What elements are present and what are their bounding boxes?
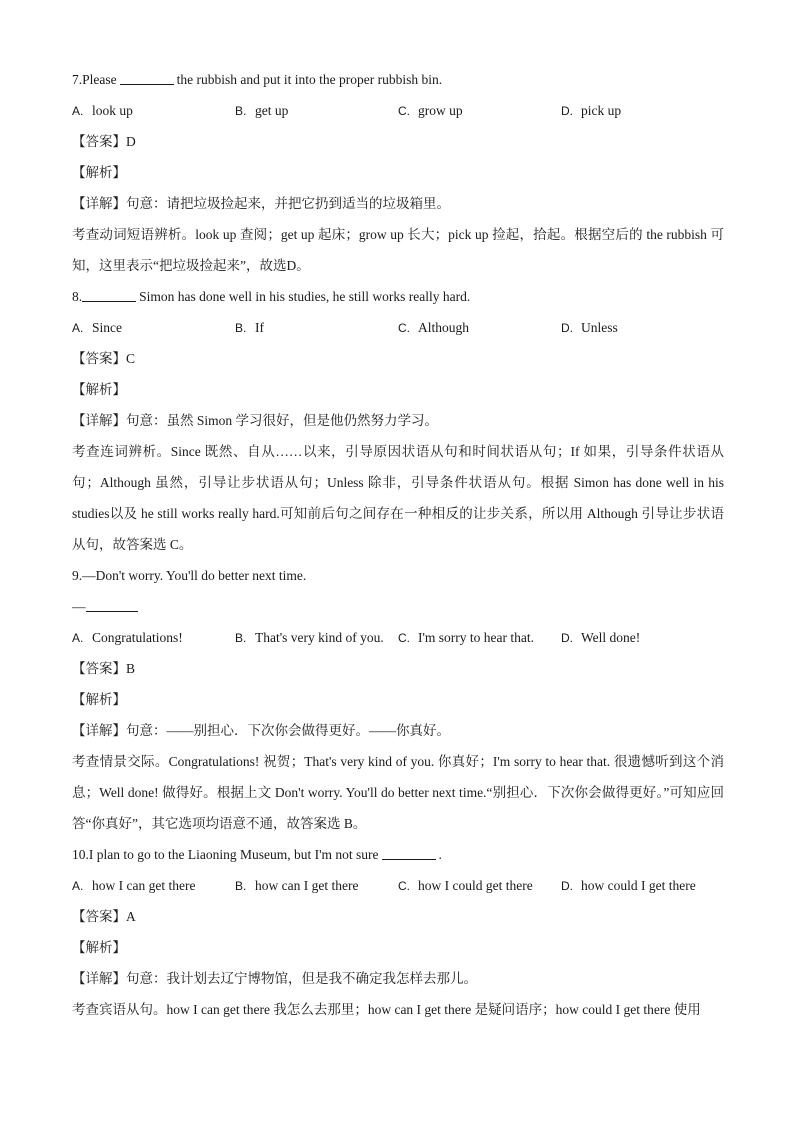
- explanation: 考查宾语从句。how I can get there 我怎么去那里；how can I get there 是疑问语序；how could I get there 使用: [72, 1002, 701, 1017]
- analysis-label: 【解析】: [72, 382, 126, 397]
- option-d: D. Well done!: [561, 630, 641, 645]
- answer-value: B: [126, 661, 136, 676]
- option-c: C. how I could get there: [398, 878, 533, 893]
- stem-text: 9.—Don't worry. You'll do better next time.: [72, 568, 307, 583]
- answer-value: A: [126, 909, 136, 924]
- question-stem: [72, 281, 724, 312]
- option-c: C. I'm sorry to hear that.: [398, 630, 535, 645]
- detail-line: [72, 405, 724, 436]
- option-b: B. get up: [235, 103, 289, 118]
- options-row: [72, 312, 724, 343]
- explanation: 考查动词短语辨析。look up 查阅；get up 起床；grow up 长大；pick up 捡起，拾起。根据空后的 the rubbish 可知，这里表示“把垃圾捡起来”，故选D。: [72, 227, 724, 273]
- answer-line: [72, 343, 724, 374]
- detail-label: 【详解】: [72, 971, 126, 986]
- detail-line: [72, 188, 724, 219]
- question-stem: [72, 839, 724, 870]
- option-c: C. Although: [398, 320, 470, 335]
- options-row: [72, 870, 724, 901]
- analysis-label: 【解析】: [72, 165, 126, 180]
- option-a: A. look up: [72, 103, 133, 118]
- option-c: C. grow up: [398, 103, 463, 118]
- answer-line: [72, 901, 724, 932]
- question-stem: [72, 560, 724, 591]
- answer-blank: [86, 598, 138, 612]
- question-10: [72, 839, 724, 1025]
- stem-text: the rubbish and put it into the proper rubbish bin.: [176, 72, 443, 87]
- option-a: A. how I can get there: [72, 878, 196, 893]
- options-row: [72, 95, 724, 126]
- detail-text: 句意：请把垃圾捡起来，并把它扔到适当的垃圾箱里。: [126, 196, 450, 211]
- reply-line: [72, 591, 724, 622]
- option-d: D. pick up: [561, 103, 622, 118]
- answer-label: 【答案】: [72, 909, 126, 924]
- options-row: [72, 622, 724, 653]
- stem-text: .: [438, 847, 442, 862]
- option-d: D. how could I get there: [561, 878, 696, 893]
- answer-blank: [382, 846, 436, 860]
- option-d: D. Unless: [561, 320, 618, 335]
- option-b: B. how can I get there: [235, 878, 359, 893]
- option-b: B. That's very kind of you.: [235, 630, 384, 645]
- detail-text: 句意：我计划去辽宁博物馆，但是我不确定我怎样去那儿。: [126, 971, 477, 986]
- stem-text: 8.: [72, 289, 83, 304]
- reply-dash: —: [72, 599, 86, 614]
- explanation: 考查连词辨析。Since 既然、自从……以来，引导原因状语从句和时间状语从句；If 如果，引导条件状语从句；Although 虽然，引导让步状语从句；Unless 除非，引导条件状语从句。根据 Simon has done well in his studies以及 he still works really hard.可知前后句之间存在一种相反的让步关系，所以用 Although 引导让步状语从句，故答案选 C。: [72, 444, 724, 552]
- option-b: B. If: [235, 320, 264, 335]
- analysis-label: 【解析】: [72, 940, 126, 955]
- answer-label: 【答案】: [72, 661, 126, 676]
- question-8: [72, 281, 724, 560]
- analysis-label: 【解析】: [72, 692, 126, 707]
- answer-line: [72, 653, 724, 684]
- answer-blank: [82, 288, 136, 302]
- answer-value: C: [126, 351, 136, 366]
- option-a: A. Since: [72, 320, 122, 335]
- explanation: 考查情景交际。Congratulations! 祝贺；That's very kind of you. 你真好；I'm sorry to hear that. 很遗憾听到这个消息；Well done! 做得好。根据上文 Don't worry. You'll do better next time.“别担心．下次你会做得更好。”可知应回答“你真好”，其它选项均语意不通，故答案选 B。: [72, 754, 724, 831]
- answer-line: [72, 126, 724, 157]
- question-9: [72, 560, 724, 839]
- stem-text: Simon has done well in his studies, he still works really hard.: [139, 289, 471, 304]
- detail-label: 【详解】: [72, 723, 126, 738]
- question-stem: [72, 64, 724, 95]
- detail-line: [72, 963, 724, 994]
- answer-label: 【答案】: [72, 134, 126, 149]
- stem-text: 10.I plan to go to the Liaoning Museum, but I'm not sure: [72, 847, 379, 862]
- detail-label: 【详解】: [72, 413, 126, 428]
- detail-label: 【详解】: [72, 196, 126, 211]
- question-7: [72, 64, 724, 281]
- answer-label: 【答案】: [72, 351, 126, 366]
- detail-text: 句意：虽然 Simon 学习很好，但是他仍然努力学习。: [126, 413, 439, 428]
- detail-line: [72, 715, 724, 746]
- stem-text: 7.Please: [72, 72, 117, 87]
- option-a: A. Congratulations!: [72, 630, 183, 645]
- document-page: [72, 64, 724, 1025]
- detail-text: 句意：——别担心．下次你会做得更好。——你真好。: [126, 723, 450, 738]
- answer-value: D: [126, 134, 136, 149]
- answer-blank: [120, 71, 174, 85]
